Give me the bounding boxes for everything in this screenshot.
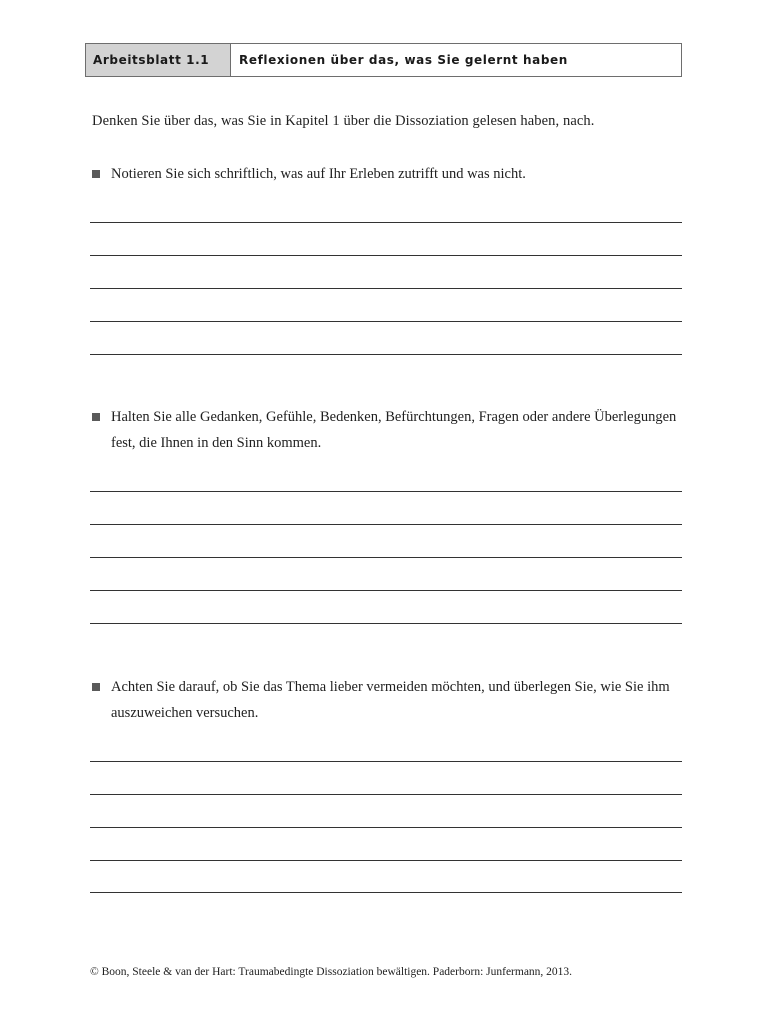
writing-line[interactable] xyxy=(90,761,682,762)
writing-line[interactable] xyxy=(90,288,682,289)
worksheet-number: Arbeitsblatt 1.1 xyxy=(86,44,231,76)
writing-line[interactable] xyxy=(90,354,682,355)
worksheet-header xyxy=(85,43,682,77)
square-bullet-icon xyxy=(92,683,100,691)
writing-line[interactable] xyxy=(90,860,682,861)
prompt-1 xyxy=(92,161,682,187)
prompt-2 xyxy=(92,404,682,456)
intro-text: Denken Sie über das, was Sie in Kapitel 1 über die Dissoziation gelesen haben, nach. xyxy=(92,113,595,129)
square-bullet-icon xyxy=(92,413,100,421)
writing-line[interactable] xyxy=(90,491,682,492)
copyright-footer: © Boon, Steele & van der Hart: Traumabedingte Dissoziation bewältigen. Paderborn: Junfermann, 2013. xyxy=(90,966,573,978)
worksheet-title: Reflexionen über das, was Sie gelernt haben xyxy=(239,53,568,67)
writing-line[interactable] xyxy=(90,524,682,525)
writing-line[interactable] xyxy=(90,892,682,893)
writing-line[interactable] xyxy=(90,794,682,795)
prompt-3 xyxy=(92,674,682,726)
square-bullet-icon xyxy=(92,170,100,178)
writing-line[interactable] xyxy=(90,222,682,223)
writing-line[interactable] xyxy=(90,623,682,624)
prompt-2-text: Halten Sie alle Gedanken, Gefühle, Bedenken, Befürchtungen, Fragen oder andere Überlegungen fest, die Ihnen in den Sinn kommen. xyxy=(111,409,677,451)
writing-line[interactable] xyxy=(90,557,682,558)
writing-line[interactable] xyxy=(90,590,682,591)
writing-line[interactable] xyxy=(90,321,682,322)
prompt-3-text: Achten Sie darauf, ob Sie das Thema lieber vermeiden möchten, und überlegen Sie, wie Sie ihm auszuweichen versuchen. xyxy=(111,679,670,721)
writing-line[interactable] xyxy=(90,827,682,828)
writing-line[interactable] xyxy=(90,255,682,256)
prompt-1-text: Notieren Sie sich schriftlich, was auf Ihr Erleben zutrifft und was nicht. xyxy=(111,166,526,182)
